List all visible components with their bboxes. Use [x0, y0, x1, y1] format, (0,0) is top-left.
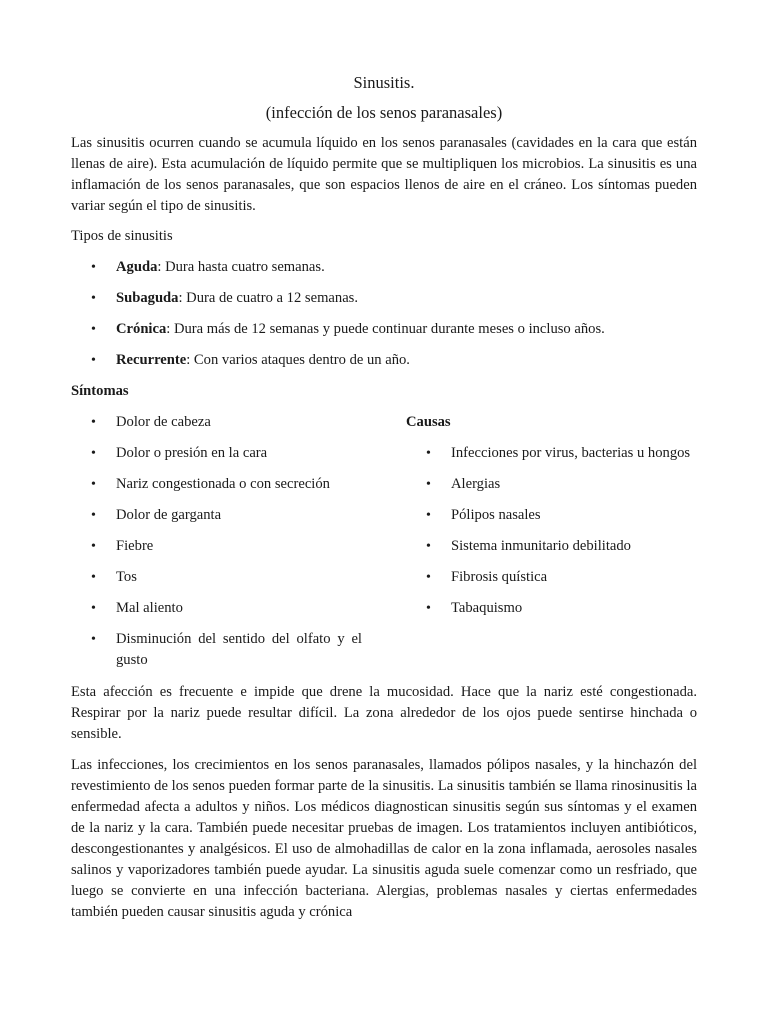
paragraph-3: Las infecciones, los crecimientos en los senos paranasales, llamados pólipos nasales, y la hinchazón del revestimiento de los senos pueden formar parte de la sinusitis. La sinusitis también se llama rinosinusitis la enfermedad afecta a adultos y niños. Los médicos diagnostican sinusitis según sus síntomas y el examen de la nariz y la cara. También puede necesitar pruebas de imagen. Los tratamientos incluyen antibióticos, descongestionantes y analgésicos. El uso de almohadillas de calor en la zona inflamada, aerosoles nasales salinos y vaporizadores también puede ayudar. La sinusitis aguda suele comenzar como un resfriado, que luego se convierte en una infección bacteriana. Alergias, problemas nasales y ciertas enfermedades también pueden causar sinusitis aguda y crónica — [71, 757, 697, 920]
type-term: Subaguda — [116, 290, 179, 306]
document-title: Sinusitis. — [353, 73, 415, 92]
type-desc: : Con varios ataques dentro de un año. — [186, 352, 410, 368]
causes-heading: Causas — [406, 414, 451, 430]
causes-column — [406, 412, 697, 629]
list-item: • Sistema inmunitario debilitado — [406, 536, 697, 557]
causes-list — [406, 443, 697, 619]
list-item — [71, 257, 697, 278]
type-term: Recurrente — [116, 352, 187, 368]
list-item: • Dolor de garganta — [71, 505, 362, 526]
list-item: • Fiebre — [71, 536, 362, 557]
list-item: • Disminución del sentido del olfato y el gusto — [71, 629, 362, 671]
list-item — [71, 319, 697, 340]
list-item — [71, 350, 697, 371]
list-item: • Fibrosis quística — [406, 567, 697, 588]
document-page — [71, 72, 697, 923]
list-item: • Tos — [71, 567, 362, 588]
list-item: • Alergias — [406, 474, 697, 495]
intro-paragraph: Las sinusitis ocurren cuando se acumula líquido en los senos paranasales (cavidades en la cara que están llenas de aire). Esta acumulación de líquido permite que se multipliquen los microbios. La sinusitis es una inflamación de los senos paranasales, que son espacios llenos de aire en el cráneo. Los síntomas pueden variar según el tipo de sinusitis. — [71, 135, 697, 214]
list-item: • Dolor o presión en la cara — [71, 443, 362, 464]
list-item: • Mal aliento — [71, 598, 362, 619]
symptoms-heading: Síntomas — [71, 383, 129, 399]
symptoms-list — [71, 412, 362, 681]
type-desc: : Dura de cuatro a 12 semanas. — [178, 290, 358, 306]
type-term: Crónica — [116, 321, 167, 337]
two-column-section — [71, 412, 697, 680]
type-desc: : Dura hasta cuatro semanas. — [157, 259, 325, 275]
list-item: • Pólipos nasales — [406, 505, 697, 526]
list-item: • Tabaquismo — [406, 598, 697, 619]
list-item: • Nariz congestionada o con secreción — [71, 474, 362, 495]
type-desc: : Dura más de 12 semanas y puede continuar durante meses o incluso años. — [166, 321, 605, 337]
types-label: Tipos de sinusitis — [71, 228, 173, 244]
type-term: Aguda — [116, 259, 158, 275]
document-subtitle: (infección de los senos paranasales) — [265, 103, 503, 122]
list-item — [71, 288, 697, 309]
list-item: • Dolor de cabeza — [71, 412, 362, 433]
list-item: • Infecciones por virus, bacterias u hongos — [406, 443, 697, 464]
paragraph-2: Esta afección es frecuente e impide que drene la mucosidad. Hace que la nariz esté congestionada. Respirar por la nariz puede resultar difícil. La zona alrededor de los ojos puede sentirse hinchada o sensible. — [71, 684, 697, 742]
types-list — [71, 257, 697, 371]
